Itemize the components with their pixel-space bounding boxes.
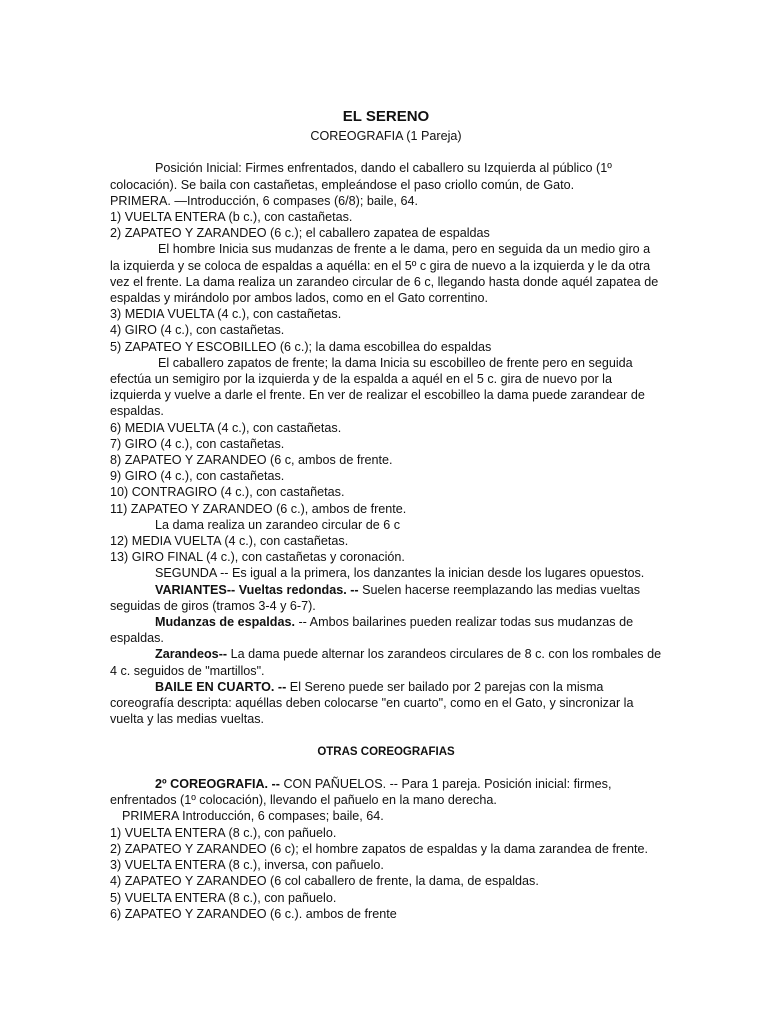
list-item: 6) ZAPATEO Y ZARANDEO (6 c.). ambos de frente [110, 906, 397, 921]
list-item: 5) VUELTA ENTERA (8 c.), con pañuelo. [110, 890, 337, 905]
list-item: 5) ZAPATEO Y ESCOBILLEO (6 c.); la dama escobillea do espaldas [110, 339, 492, 354]
paragraph-posicion: Posición Inicial: Firmes enfrentados, dando el caballero su Izquierda al público (1º colocación). Se baila con castañetas, empleándose el paso criollo común, de Gato. [110, 161, 612, 192]
paragraph-segunda: SEGUNDA -- Es igual a la primera, los danzantes la inician desde los lugares opuestos. [155, 566, 645, 581]
paragraph-variantes [110, 582, 662, 614]
document-body [110, 108, 662, 922]
baile-heading: BAILE EN CUARTO. -- [155, 679, 287, 694]
mudanzas-heading: Mudanzas de espaldas. [155, 615, 295, 630]
list-item: 6) MEDIA VUELTA (4 c.), con castañetas. [110, 420, 342, 435]
list-item: 10) CONTRAGIRO (4 c.), con castañetas. [110, 485, 345, 500]
list-item: 7) GIRO (4 c.), con castañetas. [110, 436, 285, 451]
list-item: 2) ZAPATEO Y ZARANDEO (6 c.); el caballero zapatea de espaldas [110, 226, 490, 241]
list-item: 9) GIRO (4 c.), con castañetas. [110, 469, 285, 484]
spacer [110, 760, 662, 776]
list-item: 2) ZAPATEO Y ZARANDEO (6 c); el hombre zapatos de espaldas y la dama zarandea de frente. [110, 841, 649, 856]
paragraph-dama: La dama realiza un zarandeo circular de 6 c [155, 517, 401, 532]
coreografia-2-heading: 2º COREOGRAFIA. -- [155, 777, 280, 792]
paragraph-c2-primera: PRIMERA Introducción, 6 compases; baile, 64. [122, 809, 384, 824]
variantes-text: Suelen hacerse reemplazando las medias vueltas seguidas de giros (tramos 3-4 y 6-7). [110, 582, 641, 613]
zarandeos-text: La dama puede alternar los zarandeos circulares de 8 c. con los rombales de 4 c. seguidos de "martillos". [110, 647, 662, 678]
zarandeos-heading: Zarandeos-- [155, 647, 228, 662]
paragraph-mudanzas [110, 614, 662, 646]
list-item: 3) MEDIA VUELTA (4 c.), con castañetas. [110, 307, 342, 322]
spacer [110, 728, 662, 744]
list-item: 8) ZAPATEO Y ZARANDEO (6 c, ambos de frente. [110, 453, 393, 468]
coreografia-2-text: CON PAÑUELOS. -- Para 1 pareja. Posición inicial: firmes, enfrentados (1º colocación), llevando el pañuelo en la mano derecha. [110, 777, 612, 808]
list-item: 13) GIRO FINAL (4 c.), con castañetas y coronación. [110, 550, 405, 565]
section-title-otras: OTRAS COREOGRAFIAS [317, 745, 455, 758]
list-item: 4) GIRO (4 c.), con castañetas. [110, 323, 285, 338]
list-item: 11) ZAPATEO Y ZARANDEO (6 c.), ambos de frente. [110, 501, 407, 516]
list-item: 1) VUELTA ENTERA (b c.), con castañetas. [110, 210, 353, 224]
paragraph-zarandeos [110, 646, 662, 678]
paragraph-hombre: El hombre Inicia sus mudanzas de frente a le dama, pero en seguida da un medio giro a la izquierda y se coloca de espaldas a aquélla: en el 5º c gira de nuevo a la izquierda y le da otra vez el frente. La dama realiza un zarandeo circular de 6 c, llegando hasta donde aquél zapatea de espaldas y mirándolo por ambos lados, como en el Gato correntino. [110, 242, 659, 306]
list-item: 4) ZAPATEO Y ZARANDEO (6 col caballero de frente, la dama, de espaldas. [110, 874, 539, 889]
document-title: EL SERENO [342, 108, 430, 125]
mudanzas-text: -- Ambos bailarines pueden realizar todas sus mudanzas de espaldas. [110, 615, 634, 646]
paragraph-caballero: El caballero zapatos de frente; la dama Inicia su escobilleo de frente pero en seguida efectúa un semigiro por la izquierda y de la espalda a aquél en el 5 c. gira de nuevo por la izquierda y vuelve a darle el frente. En ver de realizar el escobilleo la dama puede zarandear de espaldas. [110, 355, 645, 419]
list-item: 12) MEDIA VUELTA (4 c.), con castañetas. [110, 534, 349, 549]
paragraph-primera: PRIMERA. —Introducción, 6 compases (6/8); baile, 64. [110, 193, 418, 208]
list-item: 3) VUELTA ENTERA (8 c.), inversa, con pañuelo. [110, 858, 384, 873]
paragraph-baile-en-cuarto [110, 679, 662, 728]
spacer [110, 144, 662, 160]
document-subtitle: COREOGRAFIA (1 Pareja) [310, 129, 462, 143]
list-item: 1) VUELTA ENTERA (8 c.), con pañuelo. [110, 825, 337, 840]
baile-text: El Sereno puede ser bailado por 2 parejas con la misma coreografía descripta: aquéllas deben colocarse "en cuarto", como en el Gato, y sincronizar la vuelta y las medias vueltas. [110, 679, 634, 727]
variantes-heading: VARIANTES-- Vueltas redondas. -- [155, 582, 359, 597]
paragraph-coreografia-2 [110, 776, 662, 808]
